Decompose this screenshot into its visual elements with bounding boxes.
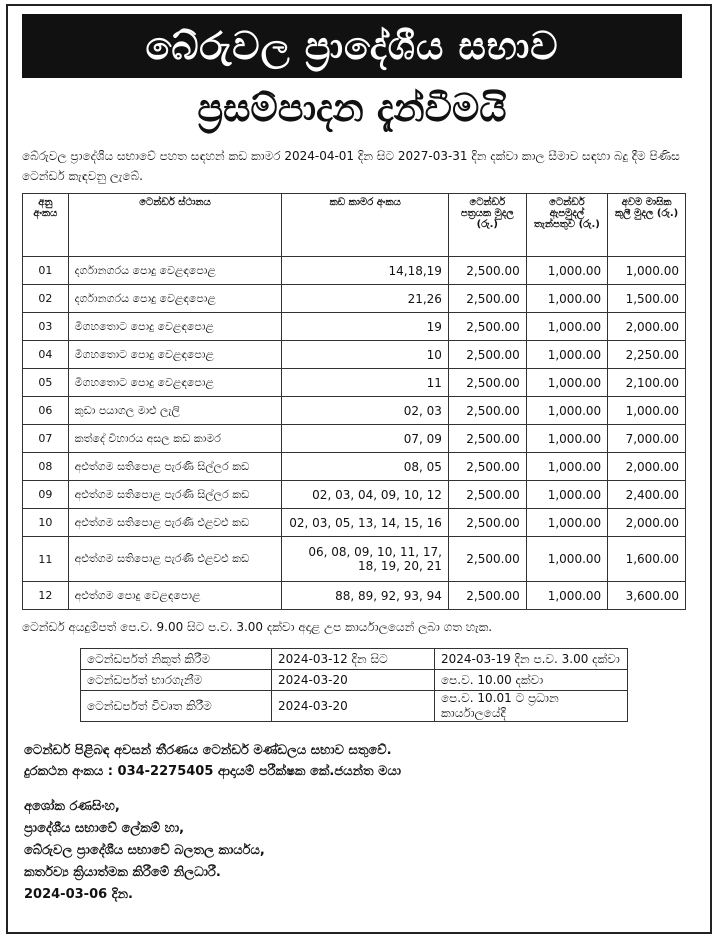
cell-location: දර්ගානගරය පොදු වෙළඳපොළ [68,285,282,313]
cell-room-numbers: 11 [282,369,448,397]
table-row [23,313,686,341]
cell-location: මීගහතොට පොදු වෙළඳපොළ [68,341,282,369]
schedule-date: 2024-03-20 [272,691,435,722]
cell-room-numbers: 88, 89, 92, 93, 94 [282,582,448,610]
cell-min-rent: 1,000.00 [608,397,686,425]
cell-tender-fee: 2,500.00 [448,509,526,537]
cell-room-numbers: 06, 08, 09, 10, 11, 17, 18, 19, 20, 21 [282,537,448,582]
cell-deposit: 1,000.00 [526,453,607,481]
cell-room-numbers: 21,26 [282,285,448,313]
table-row [23,425,686,453]
cell-deposit: 1,000.00 [526,537,607,582]
table-row [23,397,686,425]
cell-min-rent: 1,000.00 [608,257,686,285]
cell-serial-no: 04 [23,341,69,369]
cell-location: අළුත්ගම සතිපොළ පැරණි එළවළු කඩ [68,537,282,582]
cell-serial-no: 11 [23,537,69,582]
cell-tender-fee: 2,500.00 [448,257,526,285]
table-row [23,453,686,481]
cell-room-numbers: 07, 09 [282,425,448,453]
schedule-table [80,648,628,722]
cell-room-numbers: 02, 03 [282,397,448,425]
col-deposit: ටෙන්ඩර් ඇපමුදල් තැන්පතුව (රු.) [526,194,607,257]
cell-tender-fee: 2,500.00 [448,341,526,369]
col-tender-fee: ටෙන්ඩර් පත්‍රයක මුදල (රු.) [448,194,526,257]
schedule-row [81,691,628,722]
cell-tender-fee: 2,500.00 [448,481,526,509]
schedule-detail: 2024-03-19 දින ප.ව. 3.00 දක්වා [435,649,628,670]
table-row [23,481,686,509]
cell-deposit: 1,000.00 [526,341,607,369]
cell-room-numbers: 10 [282,341,448,369]
col-room-numbers: කඩ කාමර අංකය [282,194,448,257]
schedule-date: 2024-03-12 දින සිට [272,649,435,670]
signature-date: 2024-03-06 දින. [24,887,133,902]
cell-serial-no: 09 [23,481,69,509]
cell-tender-fee: 2,500.00 [448,537,526,582]
schedule-row [81,670,628,691]
cell-min-rent: 7,000.00 [608,425,686,453]
cell-serial-no: 05 [23,369,69,397]
table-row [23,341,686,369]
cell-deposit: 1,000.00 [526,313,607,341]
final-notes [24,740,684,782]
cell-location: අළුත්ගම සතිපොළ පැරණි එළවළු කඩ [68,509,282,537]
table-header-row [23,194,686,257]
cell-location: අළුත්ගම සතිපොළ පැරණි සිල්ලර කඩ [68,453,282,481]
cell-location: අළුත්ගම සතිපොළ පැරණි සිල්ලර කඩ [68,481,282,509]
cell-serial-no: 02 [23,285,69,313]
notice-subtitle: ප්‍රසම්පාදන දැන්වීමයි [197,86,507,130]
cell-min-rent: 3,600.00 [608,582,686,610]
cell-serial-no: 12 [23,582,69,610]
cell-serial-no: 08 [23,453,69,481]
cell-deposit: 1,000.00 [526,397,607,425]
signatory-name: අශෝක රණසිංහ, [24,799,120,814]
cell-location: අළුත්ගම පොදු වෙළඳපොළ [68,582,282,610]
table-row [23,369,686,397]
table-row [23,582,686,610]
table-row [23,285,686,313]
cell-min-rent: 2,100.00 [608,369,686,397]
cell-room-numbers: 02, 03, 05, 13, 14, 15, 16 [282,509,448,537]
schedule-detail: පෙ.ව. 10.01 ට ප්‍රධාන කාර්යාලයේදී [435,691,628,722]
schedule-row [81,649,628,670]
schedule-date: 2024-03-20 [272,670,435,691]
cell-deposit: 1,000.00 [526,369,607,397]
cell-min-rent: 2,400.00 [608,481,686,509]
cell-min-rent: 1,600.00 [608,537,686,582]
cell-tender-fee: 2,500.00 [448,369,526,397]
schedule-label: ටෙන්ඩර්පත් විවෘත කිරීම [81,691,272,722]
signatory-title-3: කර්තව්‍ය ක්‍රියාත්මක කිරීමේ නිලධාරී. [24,865,221,880]
signatory-title-1: ප්‍රාදේශීය සභාවේ ලේකම් හා, [24,821,185,836]
cell-location: දර්ගානගරය පොදු වෙළඳපොළ [68,257,282,285]
cell-tender-fee: 2,500.00 [448,425,526,453]
cell-room-numbers: 14,18,19 [282,257,448,285]
cell-location: මීගහතොට පොදු වෙළඳපොළ [68,369,282,397]
cell-tender-fee: 2,500.00 [448,582,526,610]
cell-min-rent: 2,000.00 [608,509,686,537]
cell-tender-fee: 2,500.00 [448,453,526,481]
col-location: ටෙන්ඩර් ස්ථානය [68,194,282,257]
cell-tender-fee: 2,500.00 [448,397,526,425]
cell-deposit: 1,000.00 [526,481,607,509]
application-note: ටෙන්ඩර් අයදුම්පත් පෙ.ව. 9.00 සිට ප.ව. 3.00 දක්වා අදාළ උප කාර්යාලයෙන් ලබා ගත හැක. [22,620,493,634]
cell-tender-fee: 2,500.00 [448,285,526,313]
cell-location: කත්දේ විහාරය අසල කඩ කාමර [68,425,282,453]
cell-min-rent: 1,500.00 [608,285,686,313]
intro-text: බේරුවල ප්‍රාදේශීය සභාවේ පහත සඳහන් කඩ කාමර 2024-04-01 දින සිට 2027-03-31 දින දක්වා කාල සීමාව සඳහා බදු දීම පිණිස ටෙන්ඩර් කැඳවනු ලැබේ. [22,149,680,183]
cell-min-rent: 2,000.00 [608,453,686,481]
contact-note: දුරකථන අංකය : 034-2275405 ආදායම් පරීක්ෂක කේ.ජයන්ත මයා [24,764,402,779]
council-title-banner: බේරුවල ප්‍රාදේශීය සභාව [22,14,682,78]
decision-note: ටෙන්ඩර් පිළිබඳ අවසන් තීරණය ටෙන්ඩර් මණ්ඩලය සභාව සතුවේ. [24,743,392,758]
schedule-detail: පෙ.ව. 10.00 දක්වා [435,670,628,691]
cell-tender-fee: 2,500.00 [448,313,526,341]
signature-block [24,796,684,906]
cell-serial-no: 06 [23,397,69,425]
tender-table [22,193,686,610]
cell-serial-no: 01 [23,257,69,285]
signatory-title-2: බේරුවල ප්‍රාදේශීය සභාවේ බලතල කාර්යය, [24,843,265,858]
cell-serial-no: 07 [23,425,69,453]
cell-deposit: 1,000.00 [526,425,607,453]
cell-serial-no: 10 [23,509,69,537]
table-row [23,257,686,285]
cell-room-numbers: 08, 05 [282,453,448,481]
cell-min-rent: 2,000.00 [608,313,686,341]
cell-deposit: 1,000.00 [526,257,607,285]
schedule-label: ටෙන්ඩර්පත් නිකුත් කිරීම [81,649,272,670]
cell-deposit: 1,000.00 [526,509,607,537]
col-min-rent: අවම මාසික කුලී මුදල (රු.) [608,194,686,257]
col-serial-no: අනු අංකය [23,194,69,257]
cell-deposit: 1,000.00 [526,582,607,610]
table-row [23,537,686,582]
cell-min-rent: 2,250.00 [608,341,686,369]
cell-room-numbers: 02, 03, 04, 09, 10, 12 [282,481,448,509]
cell-location: මීගහතොට පොදු වෙළඳපොළ [68,313,282,341]
table-row [23,509,686,537]
cell-serial-no: 03 [23,313,69,341]
cell-room-numbers: 19 [282,313,448,341]
schedule-label: ටෙන්ඩර්පත් භාරගැනීම [81,670,272,691]
cell-location: කුඩා පයාගල මාළු ලැලි [68,397,282,425]
cell-deposit: 1,000.00 [526,285,607,313]
